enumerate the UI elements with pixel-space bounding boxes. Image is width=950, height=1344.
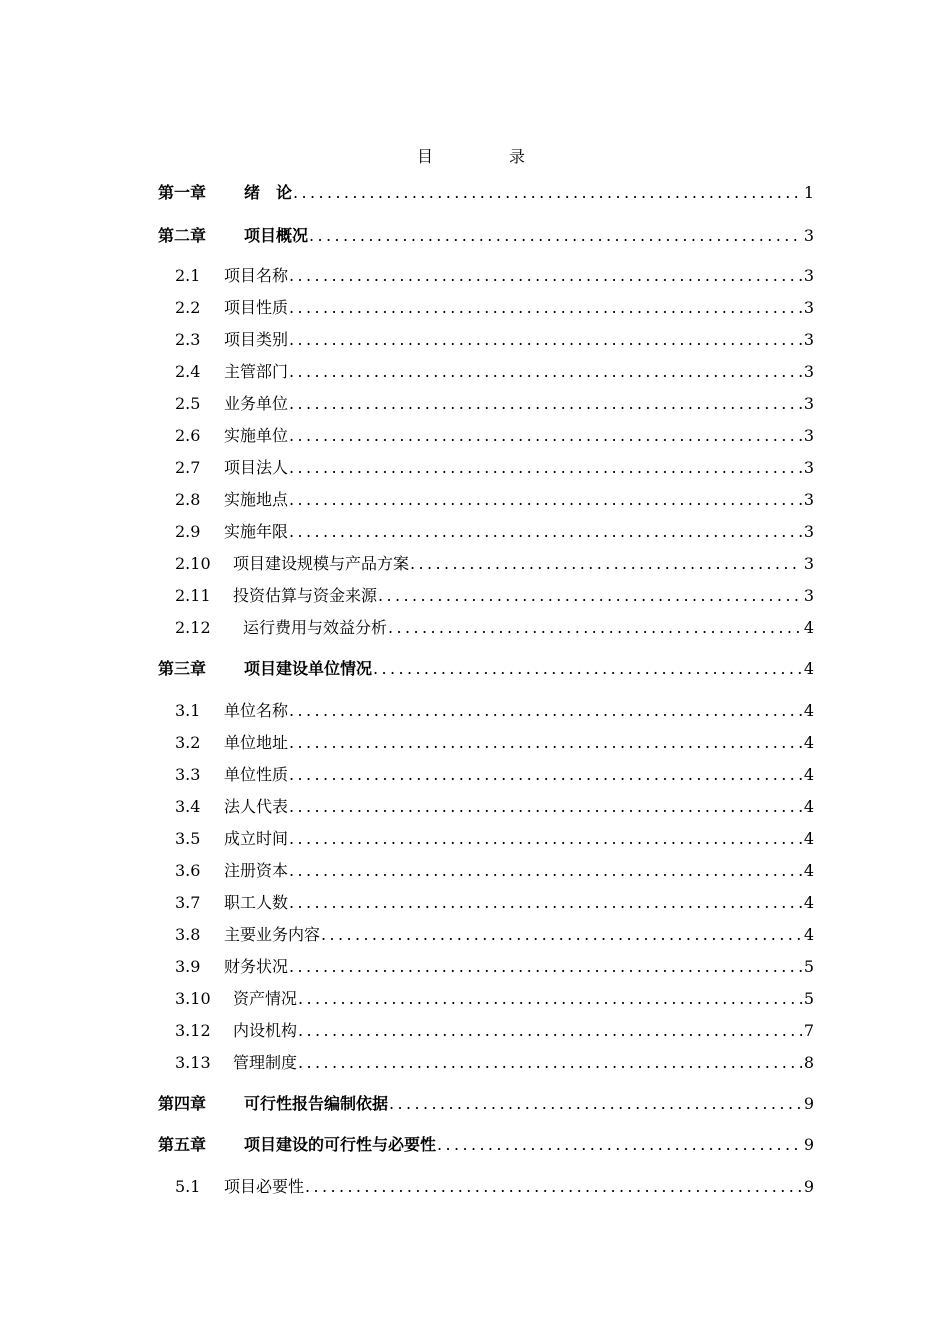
toc-entry-label xyxy=(158,860,288,882)
toc-entry-title: 投资估算与资金来源 xyxy=(233,586,378,605)
toc-entry-number: 3.3 xyxy=(175,765,201,784)
toc-entry-label xyxy=(158,361,288,383)
toc-title: 目 录 xyxy=(416,147,555,166)
toc-entry-page: 4 xyxy=(803,733,814,752)
toc-entry-label xyxy=(158,1052,297,1074)
toc-entry-label xyxy=(158,585,377,607)
toc-entry-title: 资产情况 xyxy=(233,989,298,1008)
toc-entry-section-2-7[interactable] xyxy=(158,457,814,479)
toc-entry-page: 3 xyxy=(803,394,814,413)
toc-entry-section-3-13[interactable] xyxy=(158,1052,814,1074)
toc-entry-page: 4 xyxy=(803,925,814,944)
toc-entry-number: 3.7 xyxy=(175,893,201,912)
toc-entry-number: 3.5 xyxy=(175,829,201,848)
toc-entry-title: 项目建设的可行性与必要性 xyxy=(244,1135,437,1154)
toc-entry-label xyxy=(158,225,308,247)
toc-entry-title: 单位地址 xyxy=(224,733,289,752)
toc-entry-section-3-1[interactable] xyxy=(158,700,814,722)
toc-entry-title: 项目法人 xyxy=(224,458,289,477)
dot-leader xyxy=(289,297,802,319)
toc-entry-number: 3.2 xyxy=(175,733,201,752)
dot-leader xyxy=(298,1052,802,1074)
toc-entry-page: 3 xyxy=(803,522,814,541)
dot-leader xyxy=(289,329,802,351)
toc-entry-label xyxy=(158,393,288,415)
toc-entry-page: 5 xyxy=(803,957,814,976)
toc-entry-title: 实施地点 xyxy=(224,490,289,509)
toc-entry-chapter-3[interactable] xyxy=(158,658,814,680)
toc-entry-title: 实施单位 xyxy=(224,426,289,445)
toc-entry-number: 3.1 xyxy=(175,701,201,720)
toc-entry-label xyxy=(158,1093,388,1115)
toc-entry-label xyxy=(158,988,297,1010)
toc-entry-label xyxy=(158,457,288,479)
toc-entry-title: 实施年限 xyxy=(224,522,289,541)
toc-entry-number: 2.12 xyxy=(175,618,211,637)
toc-entry-number: 2.9 xyxy=(175,522,201,541)
toc-entry-number: 3.4 xyxy=(175,797,201,816)
toc-entry-section-2-5[interactable] xyxy=(158,393,814,415)
toc-entry-section-3-3[interactable] xyxy=(158,764,814,786)
toc-entry-number: 2.7 xyxy=(175,458,201,477)
toc-entry-title: 项目类别 xyxy=(224,330,289,349)
dot-leader xyxy=(289,892,802,914)
toc-entry-number: 第二章 xyxy=(158,226,207,245)
dot-leader xyxy=(298,988,802,1010)
toc-entry-title: 注册资本 xyxy=(224,861,289,880)
toc-entry-label xyxy=(158,425,288,447)
toc-entry-label xyxy=(158,617,387,639)
toc-entry-title: 项目建设规模与产品方案 xyxy=(233,554,410,573)
toc-entry-label xyxy=(158,521,288,543)
dot-leader xyxy=(289,521,802,543)
toc-entry-label xyxy=(158,489,288,511)
toc-entry-chapter-2[interactable] xyxy=(158,225,814,247)
dot-leader xyxy=(293,182,802,204)
toc-entry-section-3-7[interactable] xyxy=(158,892,814,914)
toc-entry-page: 5 xyxy=(803,989,814,1008)
toc-entry-page: 9 xyxy=(803,1177,814,1196)
dot-leader xyxy=(289,764,802,786)
toc-entry-page: 4 xyxy=(803,797,814,816)
dot-leader xyxy=(289,828,802,850)
toc-entry-number: 5.1 xyxy=(175,1177,201,1196)
toc-entry-number: 3.9 xyxy=(175,957,201,976)
toc-entry-section-3-9[interactable] xyxy=(158,956,814,978)
toc-entry-label xyxy=(158,1020,297,1042)
toc-entry-title: 成立时间 xyxy=(224,829,289,848)
toc-entry-section-3-4[interactable] xyxy=(158,796,814,818)
toc-entry-page: 3 xyxy=(803,266,814,285)
dot-leader xyxy=(309,225,802,247)
dot-leader xyxy=(289,393,802,415)
toc-entry-label xyxy=(158,796,288,818)
toc-entry-title: 职工人数 xyxy=(224,893,289,912)
toc-entry-title: 单位性质 xyxy=(224,765,289,784)
toc-entry-section-3-6[interactable] xyxy=(158,860,814,882)
toc-entry-number: 第一章 xyxy=(158,183,207,202)
toc-entry-title: 单位名称 xyxy=(224,701,289,720)
dot-leader xyxy=(305,1176,802,1198)
toc-entry-page: 9 xyxy=(803,1135,814,1154)
toc-entry-title: 绪 论 xyxy=(244,183,293,202)
toc-entry-section-2-4[interactable] xyxy=(158,361,814,383)
toc-entry-page: 4 xyxy=(803,829,814,848)
toc-entry-number: 2.1 xyxy=(175,266,201,285)
toc-entry-title: 项目建设单位情况 xyxy=(244,659,373,678)
toc-entry-section-5-1[interactable] xyxy=(158,1176,814,1198)
toc-entry-section-3-12[interactable] xyxy=(158,1020,814,1042)
toc-entry-title: 业务单位 xyxy=(224,394,289,413)
toc-entry-section-2-2[interactable] xyxy=(158,297,814,319)
toc-entry-label xyxy=(158,182,292,204)
toc-entry-label xyxy=(158,553,409,575)
toc-entry-page: 3 xyxy=(803,362,814,381)
toc-entry-number: 2.10 xyxy=(175,554,211,573)
toc-entry-page: 1 xyxy=(803,183,814,202)
dot-leader xyxy=(289,425,802,447)
toc-entry-label xyxy=(158,297,288,319)
toc-entry-section-2-10[interactable] xyxy=(158,553,814,575)
toc-entry-page: 4 xyxy=(803,618,814,637)
toc-entry-number: 3.10 xyxy=(175,989,211,1008)
toc-entry-number: 2.5 xyxy=(175,394,201,413)
toc-entry-number: 第五章 xyxy=(158,1135,207,1154)
toc-entry-page: 3 xyxy=(803,426,814,445)
toc-entry-section-3-10[interactable] xyxy=(158,988,814,1010)
toc-entry-label xyxy=(158,1134,436,1156)
toc-entry-section-3-2[interactable] xyxy=(158,732,814,754)
toc-entry-title: 项目必要性 xyxy=(224,1177,305,1196)
toc-entry-number: 2.3 xyxy=(175,330,201,349)
toc-entry-label xyxy=(158,329,288,351)
toc-entry-page: 3 xyxy=(803,330,814,349)
dot-leader xyxy=(289,489,802,511)
toc-entry-number: 3.12 xyxy=(175,1021,211,1040)
toc-entry-number: 3.6 xyxy=(175,861,201,880)
toc-entry-chapter-4[interactable] xyxy=(158,1093,814,1115)
toc-entry-page: 4 xyxy=(803,861,814,880)
toc-entry-label xyxy=(158,764,288,786)
dot-leader xyxy=(289,956,802,978)
toc-entry-section-2-9[interactable] xyxy=(158,521,814,543)
toc-entry-title: 可行性报告编制依据 xyxy=(244,1094,389,1113)
toc-entry-label xyxy=(158,1176,304,1198)
toc-entry-section-2-3[interactable] xyxy=(158,329,814,351)
dot-leader xyxy=(289,361,802,383)
toc-entry-page: 3 xyxy=(803,458,814,477)
dot-leader xyxy=(289,860,802,882)
toc-entry-title: 项目概况 xyxy=(244,226,309,245)
toc-entry-title: 项目性质 xyxy=(224,298,289,317)
toc-entry-chapter-5[interactable] xyxy=(158,1134,814,1156)
toc-entry-label xyxy=(158,956,288,978)
dot-leader xyxy=(289,732,802,754)
toc-entry-page: 3 xyxy=(803,554,814,573)
dot-leader xyxy=(289,265,802,287)
dot-leader xyxy=(298,1020,802,1042)
toc-entry-page: 4 xyxy=(803,893,814,912)
dot-leader xyxy=(388,617,802,639)
toc-entry-section-2-1[interactable] xyxy=(158,265,814,287)
toc-entry-label xyxy=(158,700,288,722)
toc-entry-number: 2.2 xyxy=(175,298,201,317)
dot-leader xyxy=(437,1134,802,1156)
toc-entry-page: 8 xyxy=(803,1053,814,1072)
toc-entry-number: 2.6 xyxy=(175,426,201,445)
toc-entry-page: 4 xyxy=(803,701,814,720)
toc-entry-title: 法人代表 xyxy=(224,797,289,816)
toc-entry-title: 主管部门 xyxy=(224,362,289,381)
toc-entry-label xyxy=(158,658,372,680)
toc-entry-section-3-5[interactable] xyxy=(158,828,814,850)
toc-entry-number: 3.8 xyxy=(175,925,201,944)
toc-entry-label xyxy=(158,265,288,287)
dot-leader xyxy=(289,700,802,722)
toc-entry-page: 7 xyxy=(803,1021,814,1040)
toc-entry-label xyxy=(158,828,288,850)
toc-entry-title: 运行费用与效益分析 xyxy=(243,618,388,637)
toc-entry-page: 4 xyxy=(803,765,814,784)
toc-entry-title: 项目名称 xyxy=(224,266,289,285)
dot-leader xyxy=(378,585,802,607)
dot-leader xyxy=(410,553,802,575)
toc-entry-number: 第四章 xyxy=(158,1094,207,1113)
dot-leader xyxy=(289,457,802,479)
toc-entry-section-2-6[interactable] xyxy=(158,425,814,447)
toc-entry-page: 3 xyxy=(803,226,814,245)
toc-entry-number: 2.8 xyxy=(175,490,201,509)
toc-entry-number: 2.4 xyxy=(175,362,201,381)
toc-entry-section-2-12[interactable] xyxy=(158,617,814,639)
toc-entry-page: 3 xyxy=(803,586,814,605)
toc-entry-title: 内设机构 xyxy=(233,1021,298,1040)
toc-entry-number: 第三章 xyxy=(158,659,207,678)
dot-leader xyxy=(373,658,802,680)
toc-entry-page: 3 xyxy=(803,298,814,317)
toc-entry-page: 9 xyxy=(803,1094,814,1113)
toc-entry-page: 3 xyxy=(803,490,814,509)
toc-entry-label xyxy=(158,732,288,754)
toc-entry-section-2-8[interactable] xyxy=(158,489,814,511)
dot-leader xyxy=(321,924,802,946)
toc-entry-title: 管理制度 xyxy=(233,1053,298,1072)
toc-entry-title: 财务状况 xyxy=(224,957,289,976)
dot-leader xyxy=(289,796,802,818)
toc-entry-title: 主要业务内容 xyxy=(224,925,321,944)
dot-leader xyxy=(389,1093,802,1115)
toc-entry-section-3-8[interactable] xyxy=(158,924,814,946)
toc-entry-page: 4 xyxy=(803,659,814,678)
toc-entry-number: 2.11 xyxy=(175,586,211,605)
toc-entry-chapter-1[interactable] xyxy=(158,182,814,204)
toc-entry-label xyxy=(158,924,320,946)
toc-entry-label xyxy=(158,892,288,914)
toc-entry-number: 3.13 xyxy=(175,1053,211,1072)
toc-entry-section-2-11[interactable] xyxy=(158,585,814,607)
